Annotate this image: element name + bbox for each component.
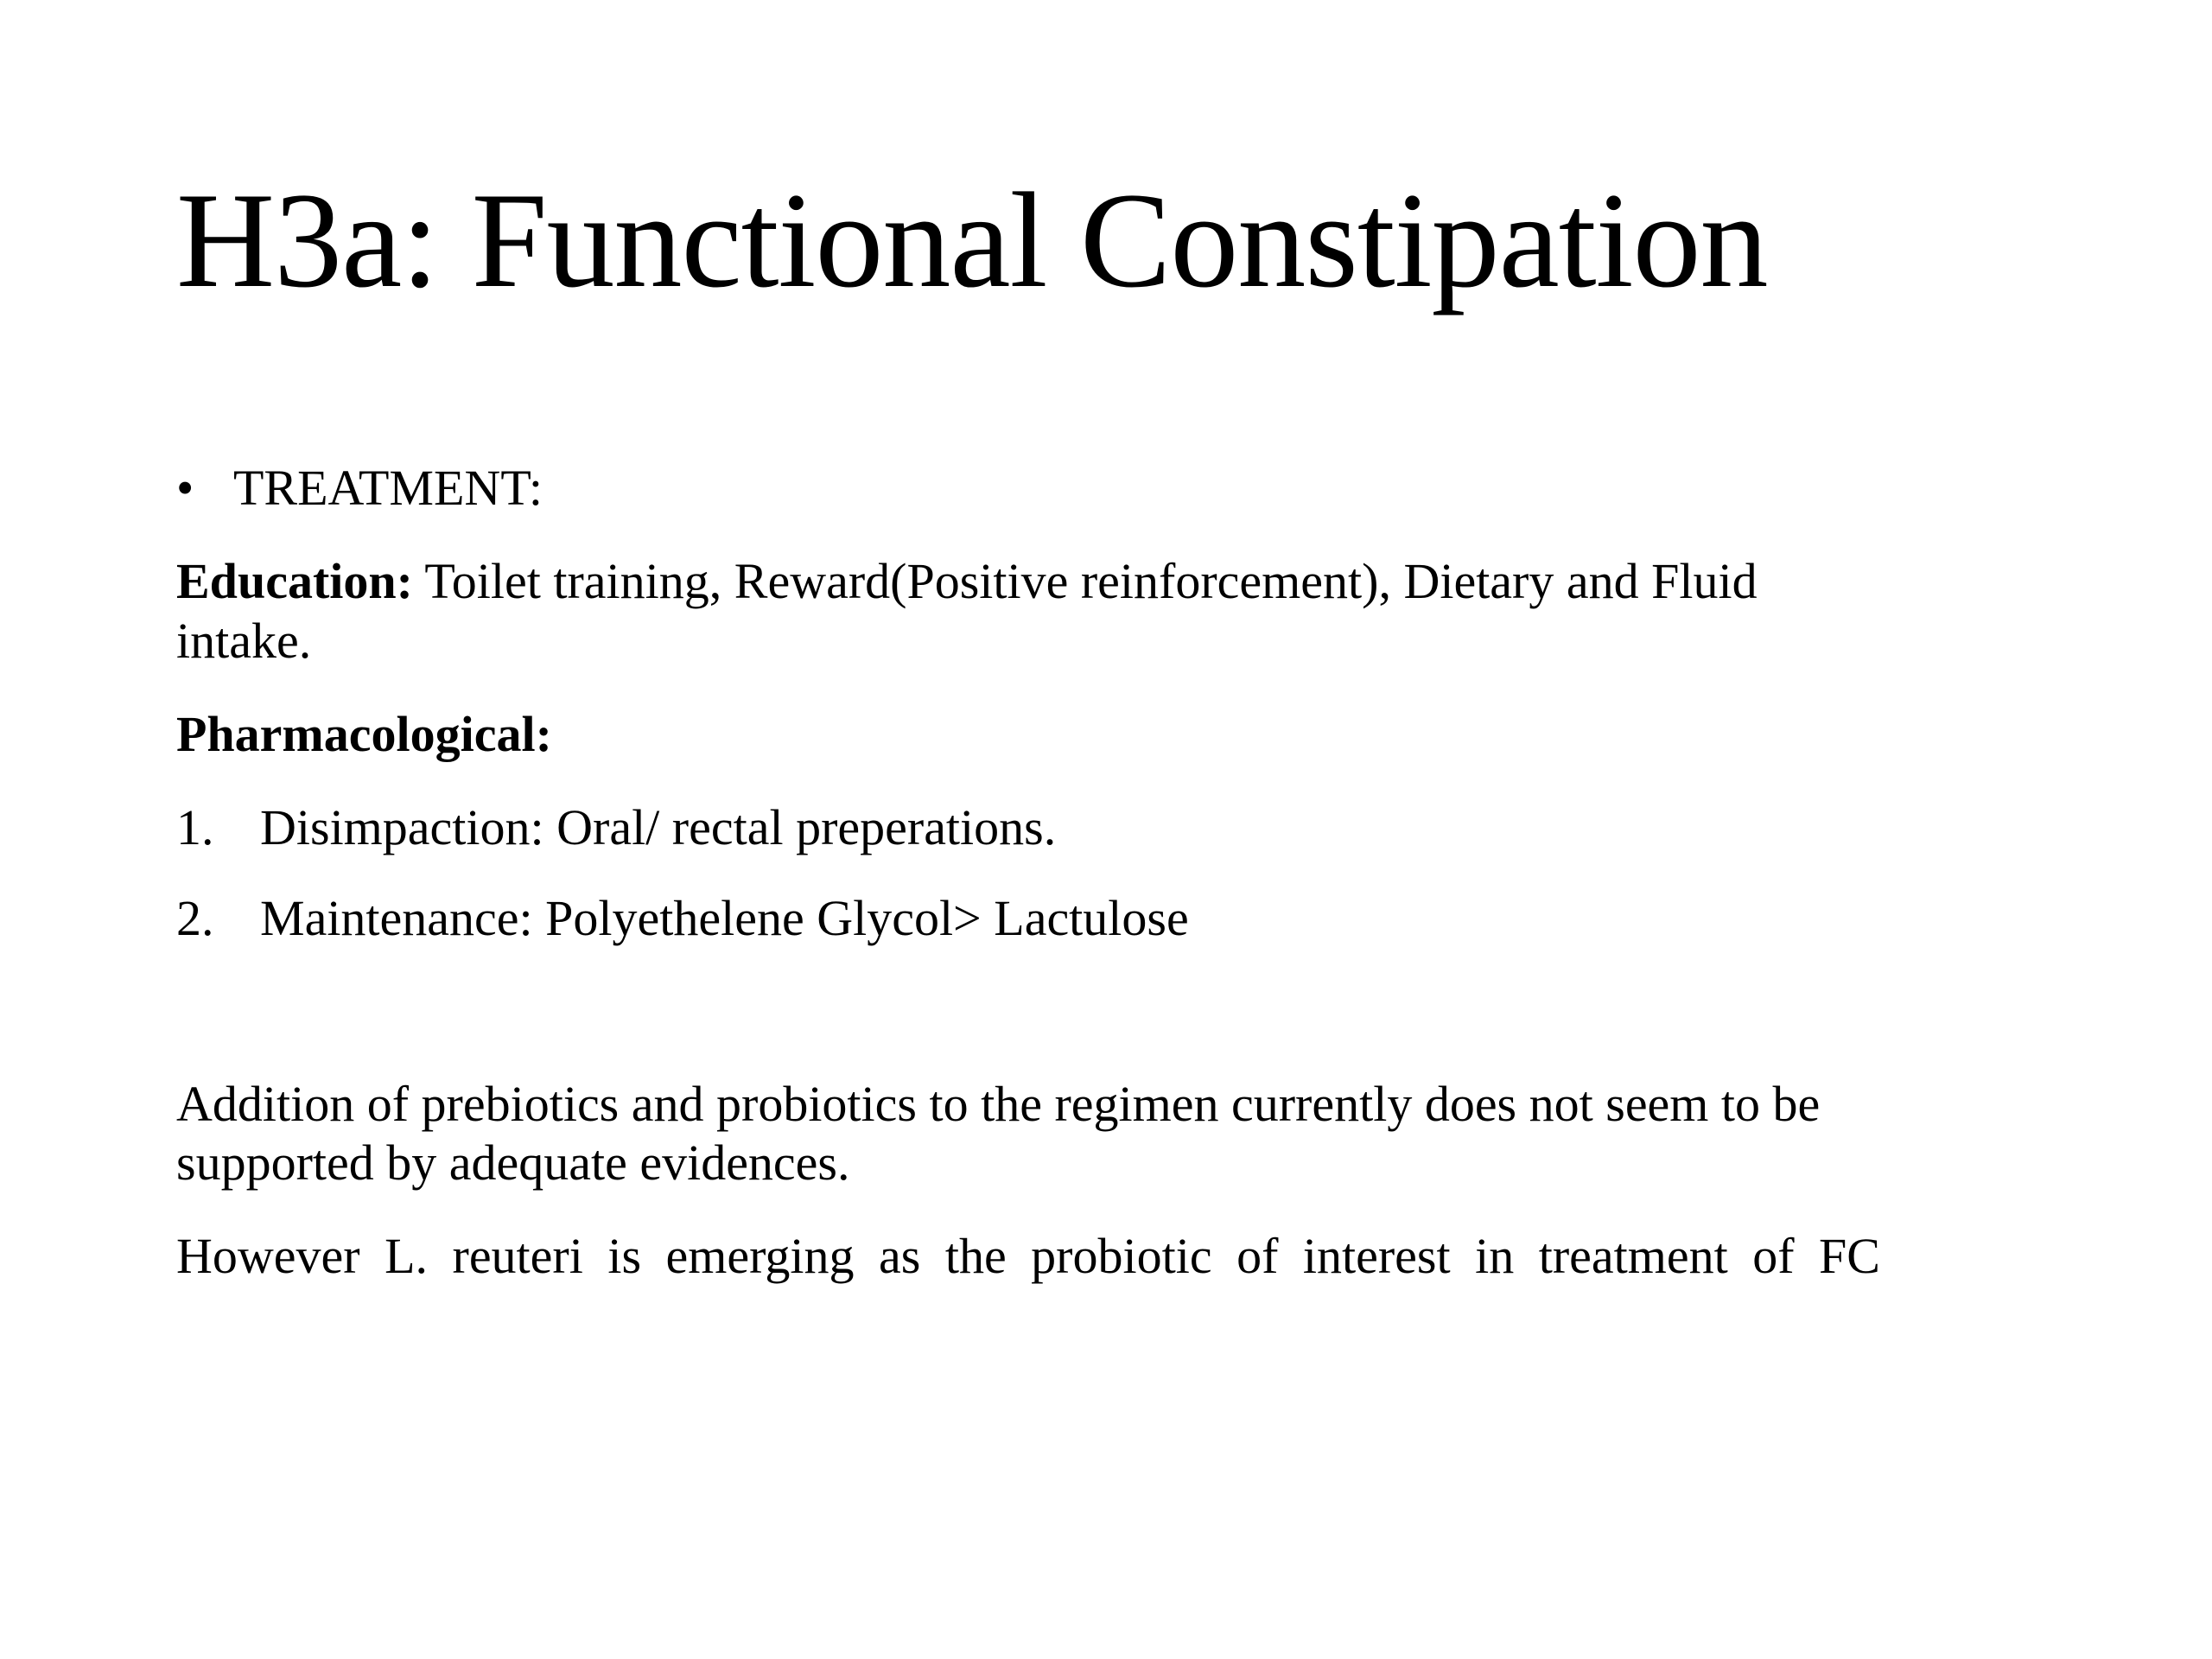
item-text: Disimpaction: Oral/ rectal preperations. <box>260 799 1057 855</box>
reuteri-note: However L. reuteri is emerging as the probiotic of interest in treatment of FC <box>176 1228 1880 1284</box>
evidence-note-line-1: Addition of prebiotics and probiotics to the regimen currently does not seem to be <box>176 1076 1821 1132</box>
item-number: 2. <box>176 890 214 946</box>
education-line-2: intake. <box>176 613 312 669</box>
evidence-note-line-2: supported by adequate evidences. <box>176 1135 850 1191</box>
education-label: Education: <box>176 553 413 609</box>
pharmacological-item-2 <box>176 888 1189 948</box>
treatment-bullet <box>176 458 543 518</box>
slide-title: H3a: Functional Constipation <box>176 165 1768 316</box>
pharmacological-label: Pharmacological: <box>176 706 552 762</box>
education-line-1 <box>176 551 1758 611</box>
item-text: Maintenance: Polyethelene Glycol> Lactulose <box>260 890 1189 946</box>
bullet-icon: • <box>176 460 194 516</box>
item-number: 1. <box>176 799 214 855</box>
pharmacological-item-1 <box>176 798 1056 857</box>
education-text: Toilet training, Reward(Positive reinforcement), Dietary and Fluid <box>412 553 1758 609</box>
treatment-label: TREATMENT: <box>233 460 543 516</box>
